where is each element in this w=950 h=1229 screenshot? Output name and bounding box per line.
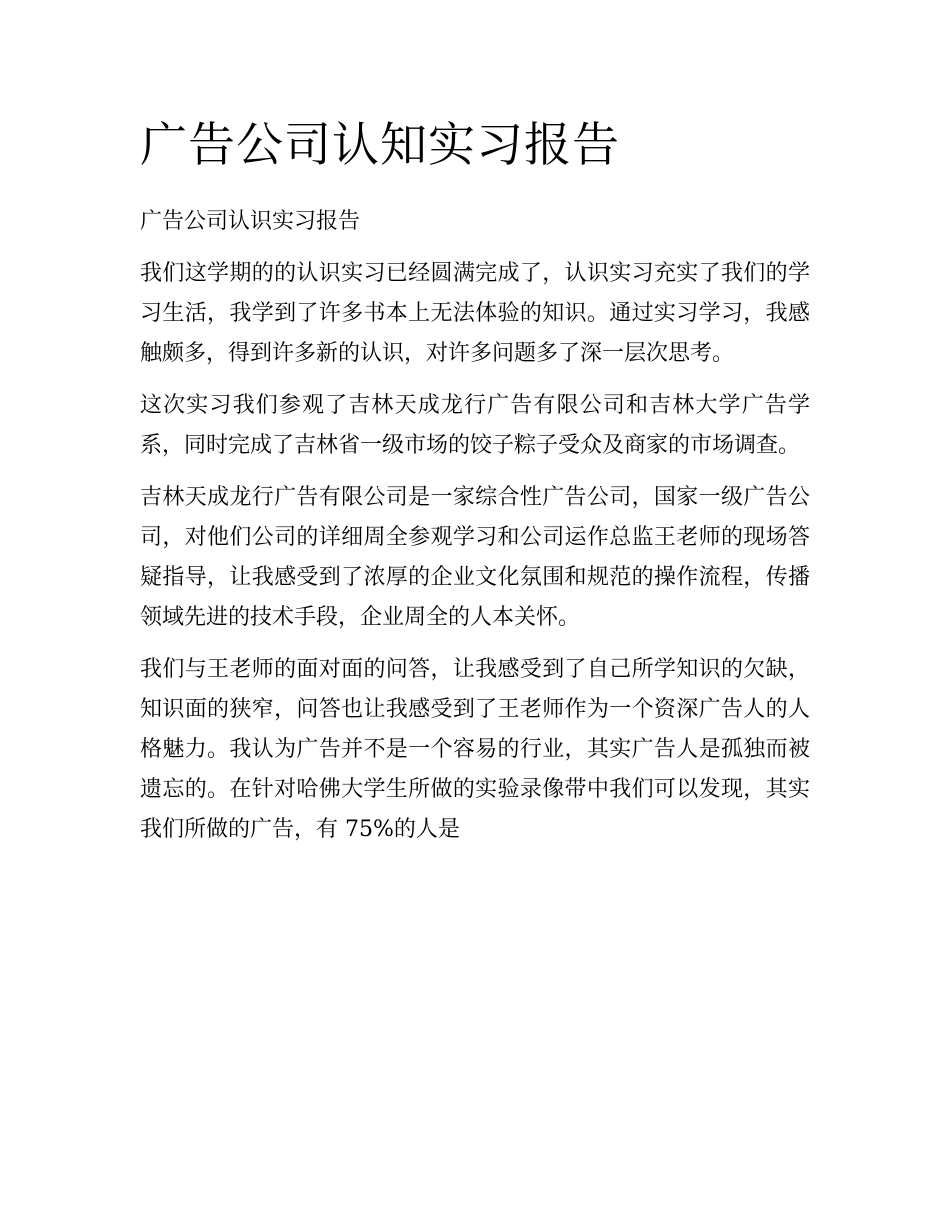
paragraph-4: 我们与王老师的面对面的问答，让我感受到了自己所学知识的欠缺，知识面的狭窄，问答也让我感受到了王老师作为一个资深广告人的人格魅力。我认为广告并不是一个容易的行业，其实广告人是孤独而被遗忘的。在针对哈佛大学生所做的实验录像带中我们可以发现，其实我们所做的广告，有 75%的人是 bbox=[140, 657, 810, 842]
paragraph-2: 这次实习我们参观了吉林天成龙行广告有限公司和吉林大学广告学系，同时完成了吉林省一级市场的饺子粽子受众及商家的市场调查。 bbox=[140, 393, 810, 458]
document-title: 广告公司认知实习报告 bbox=[140, 118, 620, 173]
document-body bbox=[140, 202, 810, 850]
paragraph-1: 我们这学期的的认识实习已经圆满完成了，认识实习充实了我们的学习生活，我学到了许多书本上无法体验的知识。通过实习学习，我感触颇多，得到许多新的认识，对许多问题多了深一层次思考。 bbox=[140, 261, 810, 366]
paragraph-3: 吉林天成龙行广告有限公司是一家综合性广告公司，国家一级广告公司，对他们公司的详细周全参观学习和公司运作总监王老师的现场答疑指导，让我感受到了浓厚的企业文化氛围和规范的操作流程，传播领域先进的技术手段，企业周全的人本关怀。 bbox=[140, 485, 810, 630]
document-subtitle: 广告公司认识实习报告 bbox=[140, 209, 361, 234]
